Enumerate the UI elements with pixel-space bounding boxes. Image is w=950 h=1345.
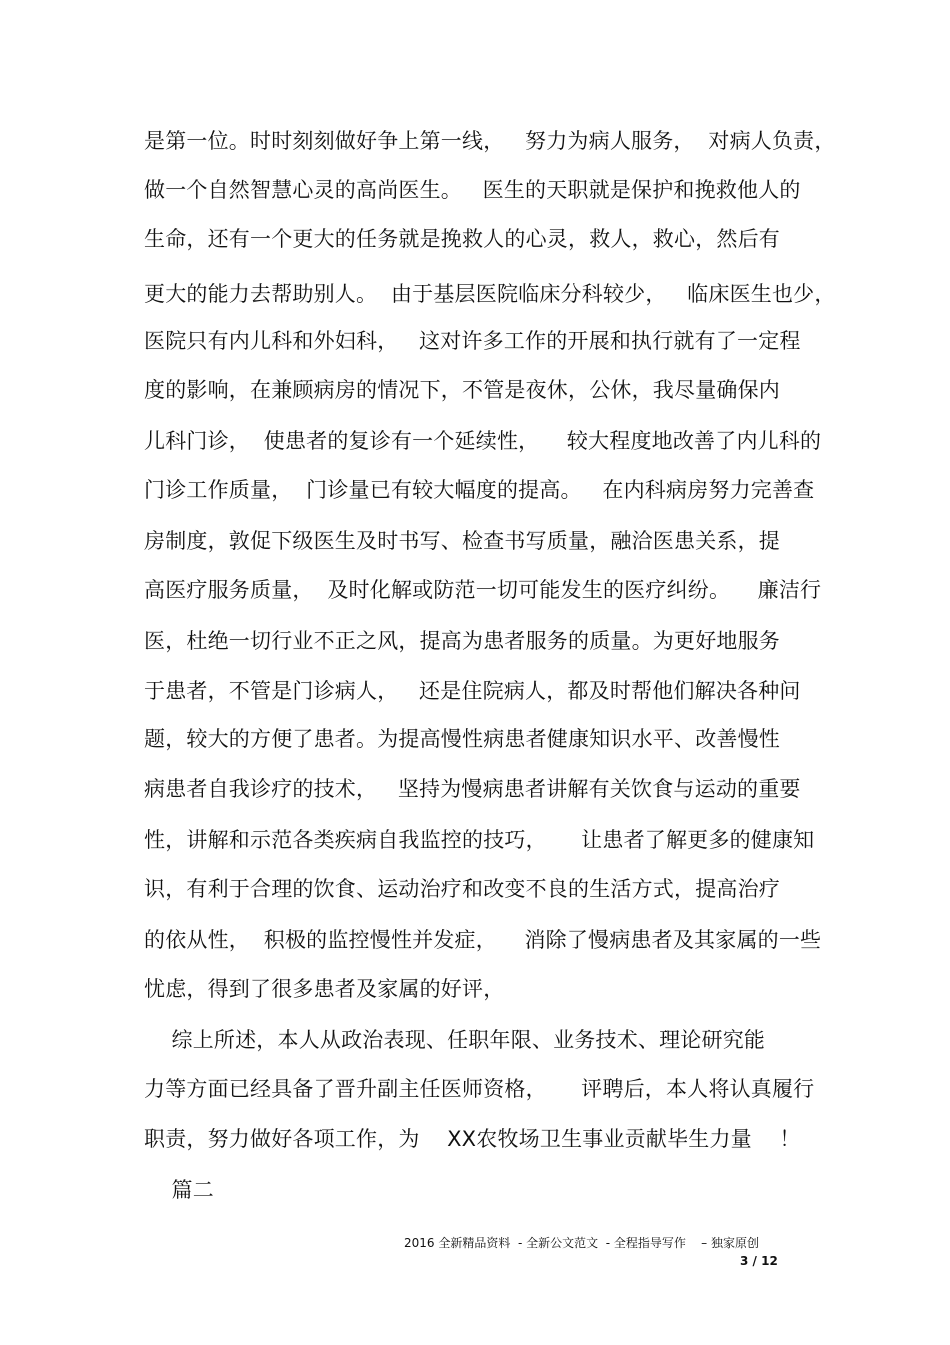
body-text-line: 病患者自我诊疗的技术， 坚持为慢病患者讲解有关饮食与运动的重要 [144, 777, 801, 801]
body-text-line: 题，较大的方便了患者。为提高慢性病患者健康知识水平、改善慢性 [144, 727, 780, 751]
body-text-line: 医院只有内儿科和外妇科， 这对许多工作的开展和执行就有了一定程 [144, 329, 801, 353]
section-heading: 篇二 [144, 1178, 214, 1202]
body-text-line: 度的影响，在兼顾病房的情况下，不管是夜休，公休，我尽量确保内 [144, 378, 780, 402]
body-text-line: 职责，努力做好各项工作，为 XX农牧场卫生事业贡献毕生力量 ！ [144, 1127, 801, 1151]
body-text-line: 力等方面已经具备了晋升副主任医师资格， 评聘后，本人将认真履行 [144, 1077, 815, 1101]
body-text-line: 生命，还有一个更大的任务就是挽救人的心灵，救人，救心，然后有 [144, 227, 780, 251]
body-text-line: 高医疗服务质量， 及时化解或防范一切可能发生的医疗纠纷。 廉洁行 [144, 578, 822, 602]
body-text-line: 做一个自然智慧心灵的高尚医生。 医生的天职就是保护和挽救他人的 [144, 178, 801, 202]
paragraph-first-line: 综上所述，本人从政治表现、任职年限、业务技术、理论研究能 [144, 1028, 766, 1052]
body-text-line: 忧虑，得到了很多患者及家属的好评， [144, 977, 505, 1001]
body-text-line: 于患者，不管是门诊病人， 还是住院病人，都及时帮他们解决各种问 [144, 679, 801, 703]
page-number: 3 / 12 [740, 1254, 778, 1268]
footer-text: 2016 全新精品资料 - 全新公文范文 - 全程指导写作 – 独家原创 [404, 1236, 759, 1250]
body-text-line: 性，讲解和示范各类疾病自我监控的技巧， 让患者了解更多的健康知 [144, 828, 815, 852]
body-text-line: 门诊工作质量， 门诊量已有较大幅度的提高。 在内科病房努力完善查 [144, 478, 815, 502]
body-text-line: 更大的能力去帮助别人。 由于基层医院临床分科较少， 临床医生也少， [144, 282, 836, 306]
body-text-line: 医，杜绝一切行业不正之风，提高为患者服务的质量。为更好地服务 [144, 629, 780, 653]
body-text-line: 的依从性， 积极的监控慢性并发症， 消除了慢病患者及其家属的一些 [144, 928, 822, 952]
body-text-line: 儿科门诊， 使患者的复诊有一个延续性， 较大程度地改善了内儿科的 [144, 429, 822, 453]
body-text-line: 是第一位。时时刻刻做好争上第一线， 努力为病人服务， 对病人负责， [144, 129, 836, 153]
body-text-line: 房制度，敦促下级医生及时书写、检查书写质量，融洽医患关系，提 [144, 529, 780, 553]
body-text-line: 识，有利于合理的饮食、运动治疗和改变不良的生活方式，提高治疗 [144, 877, 780, 901]
